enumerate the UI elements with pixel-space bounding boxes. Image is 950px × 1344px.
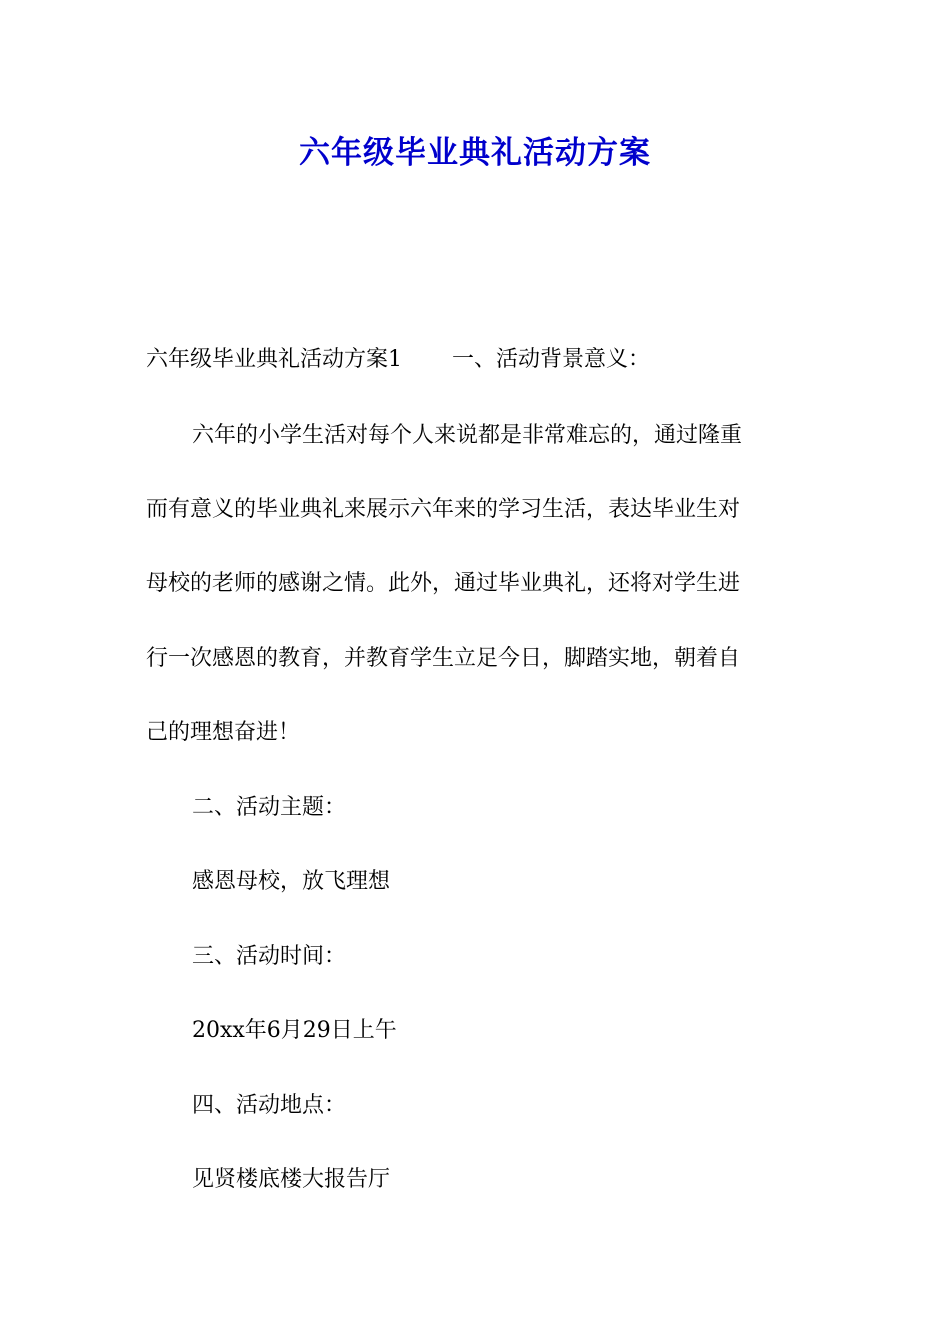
page-title: 六年级毕业典礼活动方案 bbox=[299, 135, 651, 171]
section-heading-3: 三、活动时间： bbox=[192, 944, 347, 969]
section-heading-4: 四、活动地点： bbox=[192, 1093, 347, 1118]
paragraph-line-4: 行一次感恩的教育，并教育学生立足今日，脚踏实地，朝着自 bbox=[146, 646, 741, 671]
section-heading-1: 一、活动背景意义： bbox=[452, 347, 651, 372]
section-content-3: 20xx年6月29日上午 bbox=[192, 1018, 397, 1043]
section-heading-2: 二、活动主题： bbox=[192, 795, 347, 820]
section-content-2: 感恩母校，放飞理想 bbox=[192, 869, 391, 894]
section-content-4: 见贤楼底楼大报告厅 bbox=[192, 1167, 391, 1192]
paragraph-line-3: 母校的老师的感谢之情。此外，通过毕业典礼，还将对学生进 bbox=[146, 571, 741, 596]
paragraph-line-1: 六年的小学生活对每个人来说都是非常难忘的，通过隆重 bbox=[192, 423, 743, 448]
paragraph-line-5: 己的理想奋进！ bbox=[146, 720, 301, 745]
intro-line bbox=[146, 345, 806, 375]
paragraph-line-2: 而有意义的毕业典礼来展示六年来的学习生活，表达毕业生对 bbox=[146, 497, 741, 522]
doc-heading: 六年级毕业典礼活动方案1 bbox=[146, 347, 402, 372]
